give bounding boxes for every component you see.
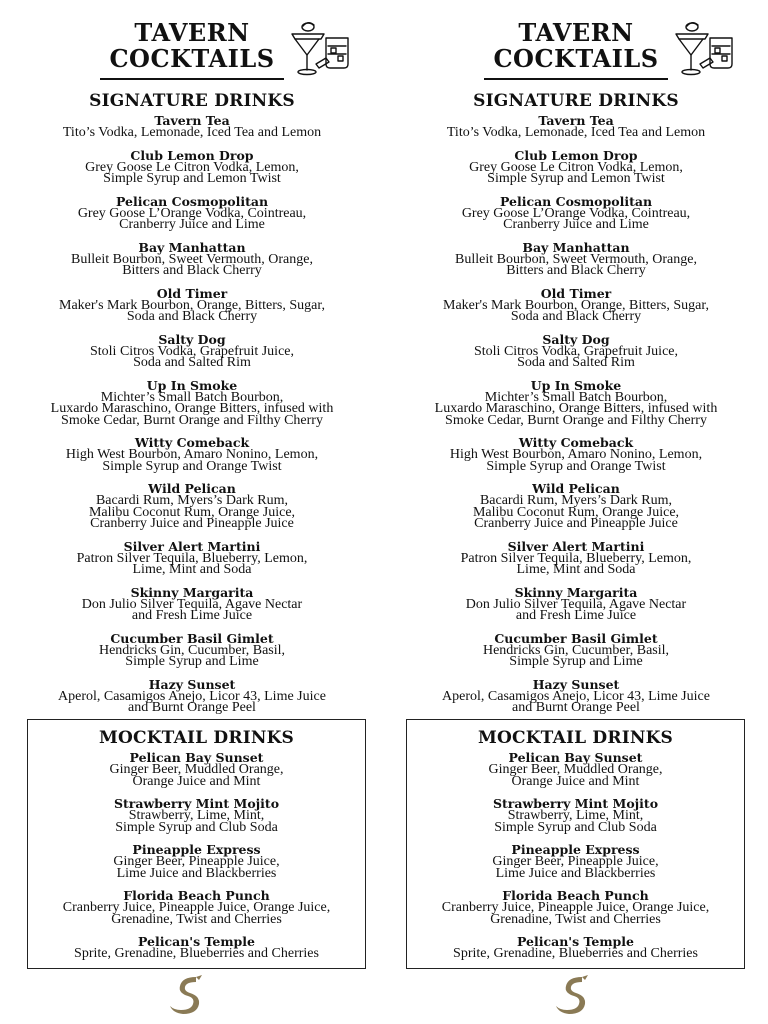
drink-description: Stoli Citros Vodka, Grapefruit Juice, Soda and Salted Rim bbox=[89, 343, 295, 370]
drink-item bbox=[0, 195, 384, 231]
drink-description: Stoli Citros Vodka, Grapefruit Juice, Soda and Salted Rim bbox=[473, 343, 679, 370]
drink-item bbox=[28, 751, 365, 787]
drink-description: Aperol, Casamigos Anejo, Licor 43, Lime Juice and Burnt Orange Peel bbox=[442, 688, 710, 715]
drink-item bbox=[384, 114, 768, 139]
signature-drinks-list bbox=[384, 114, 768, 724]
drink-item bbox=[384, 678, 768, 714]
drink-description: Hendricks Gin, Cucumber, Basil, Simple Syrup and Lime bbox=[482, 642, 670, 669]
mocktail-box bbox=[27, 719, 366, 969]
drink-item bbox=[407, 751, 744, 787]
signature-drinks-list bbox=[0, 114, 384, 724]
drink-item bbox=[384, 195, 768, 231]
drink-name: Salty Dog bbox=[158, 331, 226, 347]
drink-description: Grey Goose L’Orange Vodka, Cointreau, Cranberry Juice and Lime bbox=[461, 205, 691, 232]
drink-name: Pelican Bay Sunset bbox=[129, 750, 264, 765]
drink-name: Pelican Cosmopolitan bbox=[499, 193, 653, 209]
pelican-logo-icon bbox=[166, 974, 206, 1016]
drink-item bbox=[384, 586, 768, 622]
drink-name: Bay Manhattan bbox=[138, 239, 246, 255]
drink-item bbox=[384, 241, 768, 277]
drink-name: Silver Alert Martini bbox=[507, 538, 645, 554]
drink-name: Club Lemon Drop bbox=[514, 147, 638, 163]
menu-card-right bbox=[384, 0, 768, 1024]
drink-item bbox=[0, 379, 384, 427]
drink-description: Grey Goose Le Citron Vodka, Lemon, Simple Syrup and Lemon Twist bbox=[85, 159, 299, 186]
mocktail-drinks-list bbox=[28, 751, 365, 970]
drink-item bbox=[384, 482, 768, 530]
drink-name: Up In Smoke bbox=[530, 377, 622, 393]
mocktail-drinks-title: MOCKTAIL DRINKS bbox=[477, 728, 674, 748]
drink-name: Strawberry Mint Mojito bbox=[113, 796, 280, 811]
drink-description: Ginger Beer, Muddled Orange, Orange Juice and Mint bbox=[109, 762, 284, 789]
drink-description: Bulleit Bourbon, Sweet Vermouth, Orange, Bitters and Black Cherry bbox=[71, 251, 313, 278]
menu-header bbox=[100, 20, 284, 80]
drink-description: Maker's Mark Bourbon, Orange, Bitters, Sugar, Soda and Black Cherry bbox=[443, 297, 709, 324]
drink-description: Strawberry, Lime, Mint, Simple Syrup and Club Soda bbox=[494, 808, 657, 835]
drink-name: Witty Comeback bbox=[134, 435, 250, 450]
title-line-2: COCKTAILS bbox=[109, 44, 275, 73]
title-line-1: TAVERN bbox=[518, 18, 634, 47]
drink-item bbox=[28, 843, 365, 879]
drink-item bbox=[0, 586, 384, 622]
drink-name: Pineapple Express bbox=[132, 842, 261, 857]
drink-description: Tito’s Vodka, Lemonade, Iced Tea and Lemon bbox=[62, 125, 322, 140]
drink-item bbox=[384, 436, 768, 472]
drink-description: Tito’s Vodka, Lemonade, Iced Tea and Lemon bbox=[446, 125, 706, 140]
mocktail-box bbox=[406, 719, 745, 969]
drink-name: Pelican's Temple bbox=[516, 934, 635, 949]
drink-description: Ginger Beer, Muddled Orange, Orange Juice and Mint bbox=[488, 762, 663, 789]
drink-description: Patron Silver Tequila, Blueberry, Lemon, Lime, Mint and Soda bbox=[76, 550, 308, 577]
drink-name: Old Timer bbox=[540, 285, 612, 301]
drink-item bbox=[0, 287, 384, 323]
drink-name: Hazy Sunset bbox=[532, 676, 620, 692]
drink-item bbox=[28, 797, 365, 833]
drink-name: Tavern Tea bbox=[154, 113, 230, 128]
drink-description: Ginger Beer, Pineapple Juice, Lime Juice and Blackberries bbox=[492, 854, 659, 881]
cocktail-glasses-icon bbox=[286, 18, 356, 80]
drink-item bbox=[0, 114, 384, 139]
drink-name: Silver Alert Martini bbox=[123, 538, 261, 554]
drink-description: Maker's Mark Bourbon, Orange, Bitters, Sugar, Soda and Black Cherry bbox=[59, 297, 325, 324]
drink-name: Bay Manhattan bbox=[522, 239, 630, 255]
drink-name: Cucumber Basil Gimlet bbox=[494, 630, 658, 646]
pelican-logo-icon bbox=[552, 974, 592, 1016]
signature-drinks-title: SIGNATURE DRINKS bbox=[89, 91, 295, 111]
drink-description: Patron Silver Tequila, Blueberry, Lemon, Lime, Mint and Soda bbox=[460, 550, 692, 577]
drink-name: Pelican's Temple bbox=[137, 934, 256, 949]
drink-description: High West Bourbon, Amaro Nonino, Lemon, Simple Syrup and Orange Twist bbox=[65, 447, 319, 474]
drink-name: Cucumber Basil Gimlet bbox=[110, 630, 274, 646]
drink-name: Pineapple Express bbox=[511, 842, 640, 857]
cocktail-glasses-icon bbox=[670, 18, 740, 80]
drink-description: Strawberry, Lime, Mint, Simple Syrup and Club Soda bbox=[115, 808, 278, 835]
drink-name: Skinny Margarita bbox=[130, 584, 254, 600]
drink-description: Bacardi Rum, Myers’s Dark Rum, Malibu Coconut Rum, Orange Juice, Cranberry Juice and Pineapple Juice bbox=[88, 493, 296, 531]
drink-item bbox=[384, 379, 768, 427]
drink-item bbox=[0, 540, 384, 576]
drink-description: Don Julio Silver Tequila, Agave Nectar and Fresh Lime Juice bbox=[465, 596, 687, 623]
drink-item bbox=[0, 436, 384, 472]
drink-item bbox=[384, 149, 768, 185]
mocktail-drinks-title: MOCKTAIL DRINKS bbox=[98, 728, 295, 748]
drink-item bbox=[407, 797, 744, 833]
drink-item bbox=[384, 632, 768, 668]
drink-item bbox=[0, 632, 384, 668]
header-divider bbox=[484, 78, 668, 80]
drink-name: Tavern Tea bbox=[538, 113, 614, 128]
drink-name: Pelican Bay Sunset bbox=[508, 750, 643, 765]
drink-name: Strawberry Mint Mojito bbox=[492, 796, 659, 811]
drink-name: Old Timer bbox=[156, 285, 228, 301]
drink-name: Wild Pelican bbox=[532, 481, 620, 496]
drink-name: Wild Pelican bbox=[148, 481, 236, 496]
drink-description: Aperol, Casamigos Anejo, Licor 43, Lime Juice and Burnt Orange Peel bbox=[58, 688, 326, 715]
drink-name: Florida Beach Punch bbox=[123, 888, 270, 903]
drink-description: Ginger Beer, Pineapple Juice, Lime Juice and Blackberries bbox=[113, 854, 280, 881]
drink-name: Witty Comeback bbox=[518, 435, 634, 450]
header-divider bbox=[100, 78, 284, 80]
drink-item bbox=[0, 333, 384, 369]
drink-name: Skinny Margarita bbox=[514, 584, 638, 600]
drink-item bbox=[407, 843, 744, 879]
menu-header bbox=[484, 20, 668, 80]
drink-description: High West Bourbon, Amaro Nonino, Lemon, Simple Syrup and Orange Twist bbox=[449, 447, 703, 474]
drink-description: Sprite, Grenadine, Blueberries and Cherries bbox=[453, 946, 698, 961]
drink-item bbox=[407, 889, 744, 925]
drink-item bbox=[384, 287, 768, 323]
drink-name: Florida Beach Punch bbox=[502, 888, 649, 903]
drink-name: Hazy Sunset bbox=[148, 676, 236, 692]
drink-name: Up In Smoke bbox=[146, 377, 238, 393]
drink-description: Michter’s Small Batch Bourbon, Luxardo Maraschino, Orange Bitters, infused with Smoke Cedar, Burnt Orange and Filthy Cherry bbox=[434, 389, 718, 428]
drink-name: Salty Dog bbox=[542, 331, 610, 347]
drink-description: Michter’s Small Batch Bourbon, Luxardo Maraschino, Orange Bitters, infused with Smoke Cedar, Burnt Orange and Filthy Cherry bbox=[50, 389, 334, 428]
drink-description: Hendricks Gin, Cucumber, Basil, Simple Syrup and Lime bbox=[98, 642, 286, 669]
drink-description: Bacardi Rum, Myers’s Dark Rum, Malibu Coconut Rum, Orange Juice, Cranberry Juice and Pineapple Juice bbox=[472, 493, 680, 531]
drink-description: Grey Goose Le Citron Vodka, Lemon, Simple Syrup and Lemon Twist bbox=[469, 159, 683, 186]
mocktail-drinks-list bbox=[407, 751, 744, 970]
drink-description: Grey Goose L’Orange Vodka, Cointreau, Cranberry Juice and Lime bbox=[77, 205, 307, 232]
drink-item bbox=[0, 149, 384, 185]
drink-item bbox=[0, 678, 384, 714]
signature-drinks-title: SIGNATURE DRINKS bbox=[473, 91, 679, 111]
title-line-2: COCKTAILS bbox=[493, 44, 659, 73]
drink-item bbox=[384, 333, 768, 369]
drink-item bbox=[407, 935, 744, 960]
drink-description: Sprite, Grenadine, Blueberries and Cherries bbox=[74, 946, 319, 961]
title-line-1: TAVERN bbox=[134, 18, 250, 47]
drink-description: Cranberry Juice, Pineapple Juice, Orange Juice, Grenadine, Twist and Cherries bbox=[441, 900, 710, 927]
drink-name: Pelican Cosmopolitan bbox=[115, 193, 269, 209]
drink-item bbox=[28, 935, 365, 960]
drink-name: Club Lemon Drop bbox=[130, 147, 254, 163]
drink-item bbox=[0, 241, 384, 277]
drink-item bbox=[0, 482, 384, 530]
drink-description: Don Julio Silver Tequila, Agave Nectar and Fresh Lime Juice bbox=[81, 596, 303, 623]
drink-description: Bulleit Bourbon, Sweet Vermouth, Orange, Bitters and Black Cherry bbox=[455, 251, 697, 278]
drink-description: Cranberry Juice, Pineapple Juice, Orange Juice, Grenadine, Twist and Cherries bbox=[62, 900, 331, 927]
drink-item bbox=[384, 540, 768, 576]
drink-item bbox=[28, 889, 365, 925]
